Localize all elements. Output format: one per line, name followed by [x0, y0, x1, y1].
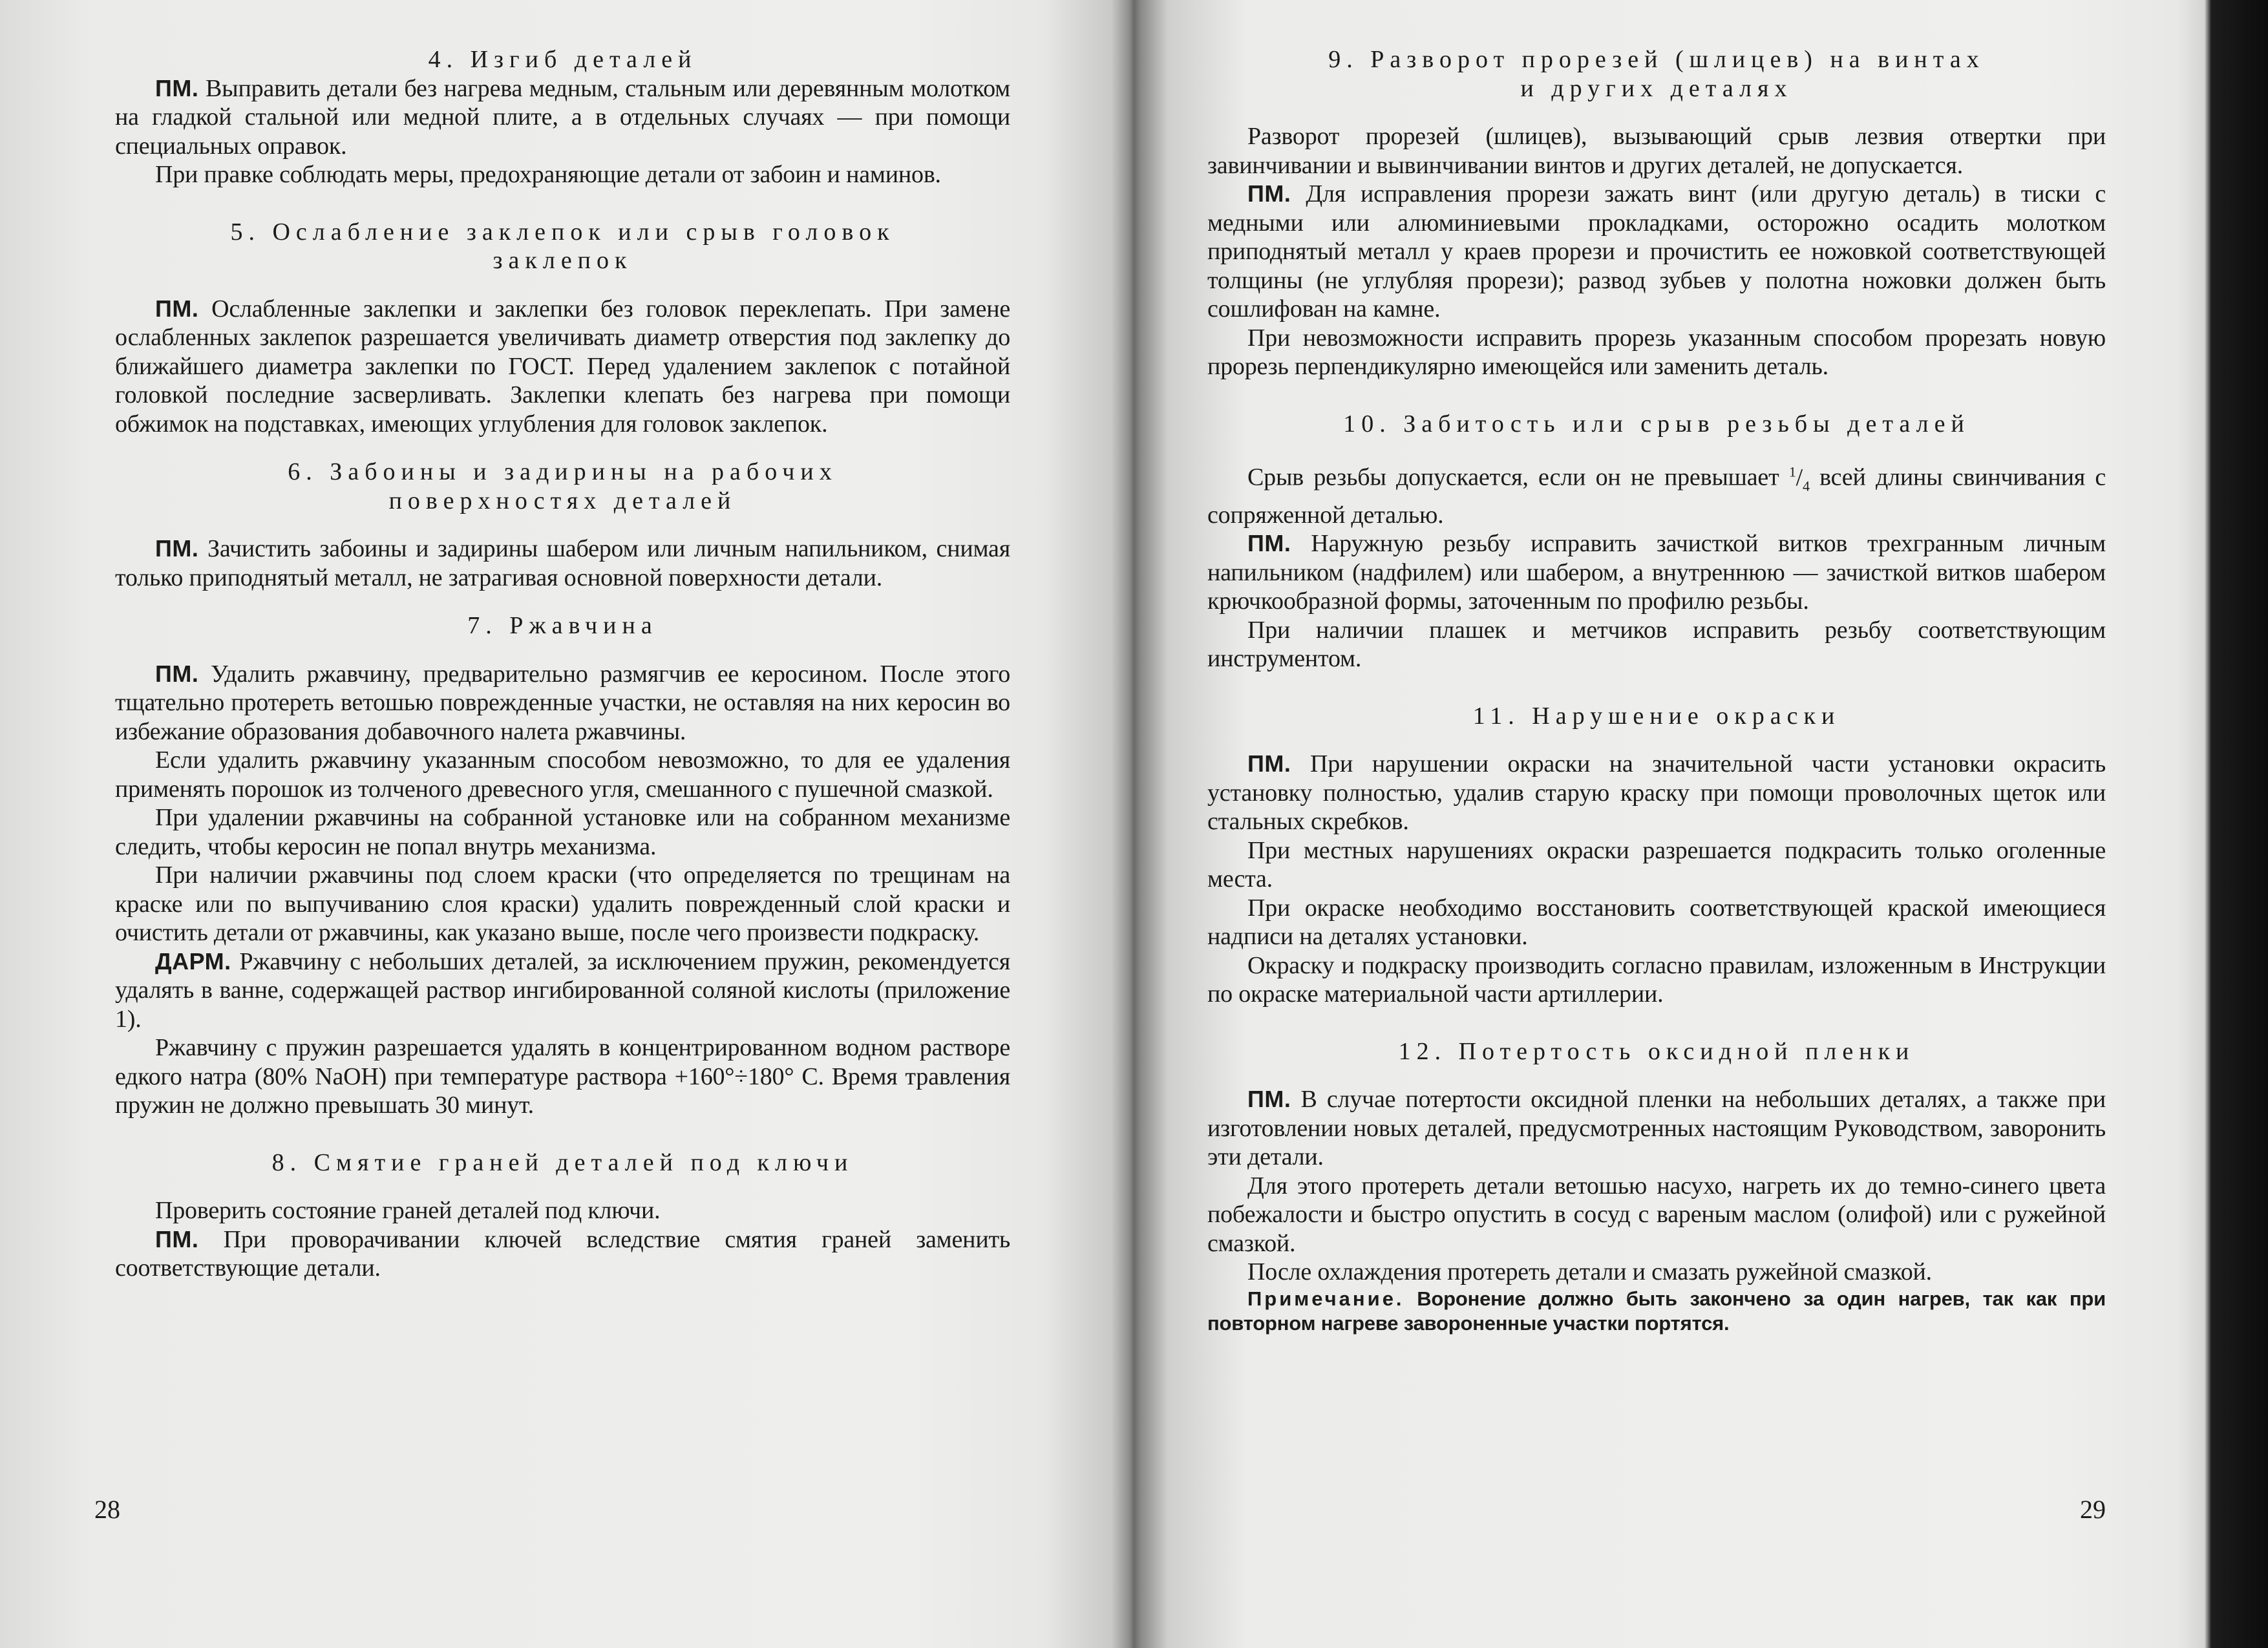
paragraph: После охлаждения протереть детали и смазать ружейной смазкой.	[1247, 1258, 1932, 1286]
section-title-6: 6. Забоины и задирины на рабочих поверхностях деталей	[288, 458, 838, 514]
paragraph: ПМ. Для исправления прорези зажать винт (или другую деталь) в тиски с медными или алюминиевыми прокладками, осторожно осадить молотком приподнятый металл у краев прорези и прочистить ее ножовкой соответствующей толщины (не углубляя прорези); развод зубьев у полотна ножовки должен быть сошлифован на камне.	[1207, 180, 2106, 322]
paragraph: Окраску и подкраску производить согласно правилам, изложенным в Инструкции по окраске материальной части артиллерии.	[1207, 951, 2106, 1008]
paragraph: Разворот прорезей (шлицев), вызывающий срыв лезвия отвертки при завинчивании и вывинчивании винтов и других деталей, не допускается.	[1207, 123, 2106, 179]
paragraph: Ржавчину с пружин разрешается удалять в концентрированном водном растворе едкого натра (80% NaOH) при температуре раствора +160°÷180° С. Время травления пружин не должно превышать 30 минут.	[115, 1034, 1010, 1119]
page-number-left: 28	[94, 1495, 120, 1524]
paragraph: ПМ. При проворачивании ключей вследствие смятия граней заменить соответствующие детали.	[115, 1225, 1010, 1282]
paragraph: При окраске необходимо восстановить соответствующей краской имеющиеся надписи на деталях установки.	[1207, 894, 2106, 951]
section-title-11: 11. Нарушение окраски	[1472, 702, 1841, 730]
paragraph: При невозможности исправить прорезь указанным способом прорезать новую прорезь перпендикулярно имеющейся или заменить деталь.	[1207, 324, 2106, 380]
paragraph: ПМ. При нарушении окраски на значительной части установки окрасить установку полностью, удалив старую краску при помощи проволочных щеток или стальных скребков.	[1207, 750, 2106, 836]
section-title-5: 5. Ослабление заклепок или срыв головок заклепок	[230, 218, 895, 274]
footnote: Примечание. Воронение должно быть закончено за один нагрев, так как при повторном нагреве завороненные участки портятся.	[1207, 1287, 2106, 1335]
paragraph: Срыв резьбы допускается, если он не превышает $^1/_4$ всей длины свинчивания с сопряженной деталью.	[1207, 463, 2106, 529]
fraction: $^1/_4$	[1788, 463, 1810, 494]
left-page	[115, 45, 1010, 1283]
section-title-12: 12. Потертость оксидной пленки	[1398, 1037, 1915, 1065]
paragraph: При наличии ржавчины под слоем краски (что определяется по трещинам на краске или по выпучиванию слоя краски) удалить поврежденный слой краски и очистить детали от ржавчины, как указано выше, после чего произвести подкраску.	[115, 861, 1010, 946]
paragraph: ПМ. Удалить ржавчину, предварительно размягчив ее керосином. После этого тщательно протереть ветошью поврежденные участки, не оставляя на них керосин во избежание образования добавочного налета ржавчины.	[115, 660, 1010, 745]
right-page	[1207, 45, 2106, 1336]
section-title-7: 7. Ржавчина	[467, 612, 658, 639]
paragraph: ПМ. Выправить детали без нагрева медным, стальным или деревянным молотком на гладкой стальной или медной плите, а в отдельных случаях — при помощи специальных оправок.	[115, 74, 1010, 160]
paragraph: При наличии плашек и метчиков исправить резьбу соответствующим инструментом.	[1207, 616, 2106, 673]
paragraph: Если удалить ржавчину указанным способом невозможно, то для ее удаления применять порошок из толченого древесного угля, смешанного с пушечной смазкой.	[115, 746, 1010, 803]
paragraph: Для этого протереть детали ветошью насухо, нагреть их до темно-синего цвета побежалости и быстро опустить в сосуд с вареным маслом (олифой) или с ружейной смазкой.	[1207, 1172, 2106, 1257]
section-title-8: 8. Смятие граней деталей под ключи	[271, 1148, 854, 1176]
section-title-4: 4. Изгиб деталей	[428, 46, 697, 73]
paragraph: При правке соблюдать меры, предохраняющие детали от забоин и наминов.	[155, 161, 941, 188]
paragraph: ПМ. В случае потертости оксидной пленки на небольших деталях, а также при изготовлении новых деталей, предусмотренных настоящим Руководством, заворонить эти детали.	[1207, 1086, 2106, 1171]
paragraph: При местных нарушениях окраски разрешается подкрасить только оголенные места.	[1207, 836, 2106, 893]
paragraph: ДАРМ. Ржавчину с небольших деталей, за исключением пружин, рекомендуется удалять в ванне, содержащей раствор ингибированной соляной кислоты (приложение 1).	[115, 947, 1010, 1033]
paragraph: ПМ. Ослабленные заклепки и заклепки без головок переклепать. При замене ослабленных заклепок разрешается увеличивать диаметр отверстия под заклепку до ближайшего диаметра заклепки по ГОСТ. Перед удалением заклепок с потайной головкой последние засверливать. Заклепки клепать без нагрева при помощи обжимок на подставках, имеющих углубления для головок заклепок.	[115, 295, 1010, 438]
section-title-10: 10. Забитость или срыв резьбы деталей	[1343, 410, 1970, 438]
paragraph: ПМ. Наружную резьбу исправить зачисткой витков трехгранным личным напильником (надфилем) или шабером, а внутреннюю — зачисткой витков шабером крючкообразной формы, заточенным по профилю резьбы.	[1207, 530, 2106, 615]
paragraph: Проверить состояние граней деталей под ключи.	[155, 1197, 661, 1224]
paragraph: ПМ. Зачистить забоины и задирины шабером или личным напильником, снимая только приподнятый металл, не затрагивая основной поверхности детали.	[115, 535, 1010, 591]
paragraph: При удалении ржавчины на собранной установке или на собранном механизме следить, чтобы керосин не попал внутрь механизма.	[115, 804, 1010, 860]
section-title-9: 9. Разворот прорезей (шлицев) на винтах и других деталях	[1328, 46, 1985, 102]
page-number-right: 29	[2080, 1495, 2106, 1524]
